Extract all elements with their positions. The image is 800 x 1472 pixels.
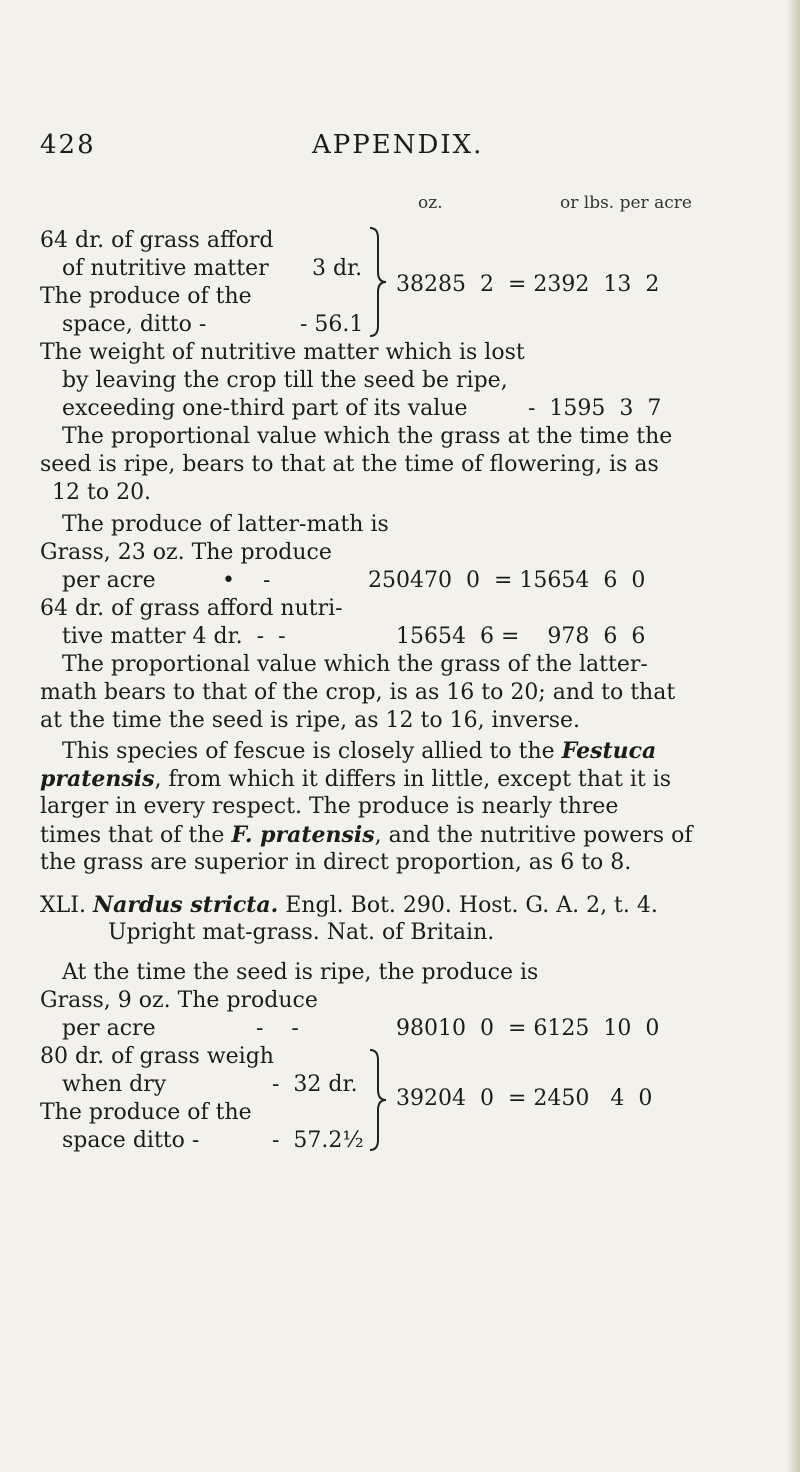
para1-line5: seed is ripe, bears to that at the time of flowering, is as [40, 452, 659, 477]
latter-line3-figures: 250470 0 = 15654 6 0 [368, 568, 646, 593]
curly-brace-icon [366, 226, 388, 338]
block2-line1: At the time the seed is ripe, the produce is [62, 960, 539, 985]
para3-line3: larger in every respect. The produce is nearly three [40, 794, 619, 819]
para1-line4: The proportional value which the grass at the time the [62, 424, 673, 449]
latter-line1: The produce of latter-math is [62, 512, 389, 537]
block2-line3-leaders: - - [256, 1016, 299, 1041]
entry-heading [40, 892, 658, 919]
latter-line3: per acre [62, 568, 156, 593]
entry-references: Engl. Bot. 290. Host. G. A. 2, t. 4. [285, 893, 658, 918]
para3-line1: This species of fescue is closely allied to the Festuca [62, 738, 657, 764]
entry-common-name: Upright mat-grass. Nat. of Britain. [108, 920, 495, 945]
running-title: APPENDIX. [312, 130, 484, 160]
block1-line2-value: 3 dr. [312, 256, 363, 281]
para2-line2: math bears to that of the crop, is as 16 to 20; and to that [40, 680, 676, 705]
block2-figures: 39204 0 = 2450 4 0 [396, 1086, 653, 1111]
block1-line4-value: - 56.1 [300, 312, 364, 337]
curly-brace-icon [366, 1048, 388, 1152]
latter-line5-figures: 15654 6 = 978 6 6 [396, 624, 646, 649]
page-edge-shadow [786, 0, 800, 1472]
para3-line4: times that of the F. pratensis, and the nutritive powers of [40, 822, 693, 848]
block1-line1: 64 dr. of grass afford [40, 228, 274, 253]
entry-number: XLI. [40, 893, 86, 918]
latter-line3-leaders: • - [222, 568, 271, 593]
para2-line1: The proportional value which the grass of the latter- [62, 652, 648, 677]
block2-line3-figures: 98010 0 = 6125 10 0 [396, 1016, 660, 1041]
entry-species-name: Nardus stricta. [92, 892, 279, 918]
block1-figures: 38285 2 = 2392 13 2 [396, 272, 660, 297]
block2-line4: 80 dr. of grass weigh [40, 1044, 274, 1069]
block2-line2: Grass, 9 oz. The produce [40, 988, 318, 1013]
block1-line4: space, ditto - [62, 312, 207, 337]
column-head-lbs-per-acre: or lbs. per acre [560, 193, 692, 213]
para1-line3-figures: - 1595 3 7 [528, 396, 662, 421]
block2-line5-value: - 32 dr. [272, 1072, 358, 1097]
para2-line3: at the time the seed is ripe, as 12 to 16, inverse. [40, 708, 581, 733]
block2-line6: The produce of the [40, 1100, 252, 1125]
block1-line2: of nutritive matter [62, 256, 269, 281]
latter-line5: tive matter 4 dr. - - [62, 624, 286, 649]
block2-line3: per acre [62, 1016, 156, 1041]
column-head-oz: oz. [418, 193, 443, 213]
para1-line1: The weight of nutritive matter which is lost [40, 340, 525, 365]
block1-line3: The produce of the [40, 284, 252, 309]
block2-line5: when dry [62, 1072, 167, 1097]
block2-line7: space ditto - [62, 1128, 200, 1153]
para1-line6: 12 to 20. [52, 480, 152, 505]
block2-line7-value: - 57.2½ [272, 1128, 364, 1153]
para3-line2: pratensis, from which it differs in little, except that it is [40, 766, 672, 792]
page-number: 428 [40, 130, 96, 160]
latter-line2: Grass, 23 oz. The produce [40, 540, 332, 565]
latter-line4: 64 dr. of grass afford nutri- [40, 596, 343, 621]
para1-line3: exceeding one-third part of its value [62, 396, 468, 421]
para3-line5: the grass are superior in direct proportion, as 6 to 8. [40, 850, 632, 875]
para1-line2: by leaving the crop till the seed be ripe, [62, 368, 508, 393]
